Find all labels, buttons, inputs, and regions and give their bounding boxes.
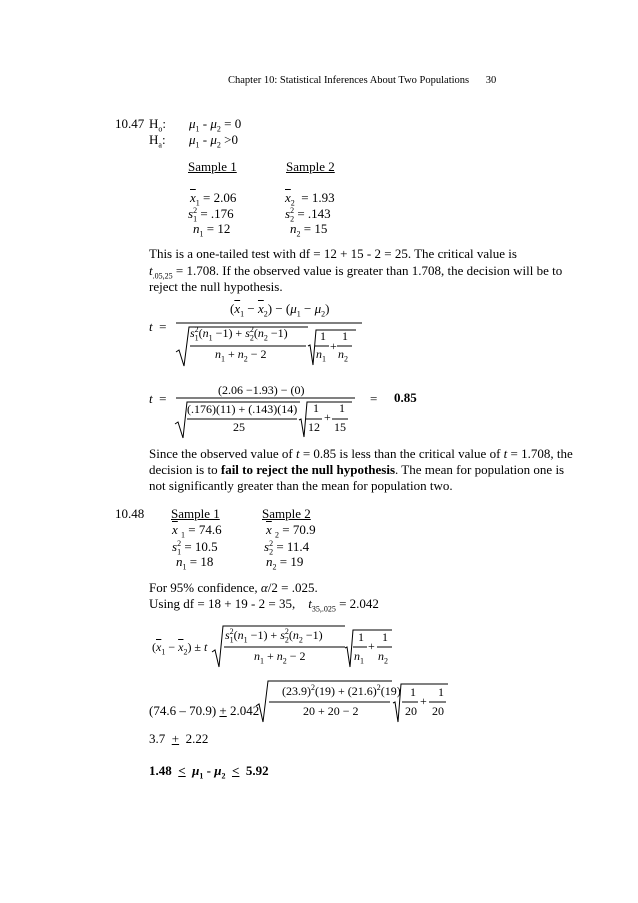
t-calc-pooled-numerator: (.176)(11) + (.143)(14) — [187, 402, 298, 416]
paragraph-1-line-3: reject the null hypothesis. — [149, 279, 283, 294]
confidence-line-1: For 95% confidence, α/2 = .025. — [149, 580, 318, 595]
sample1-mean: $\overline{x}_1 = 2.06$ — [190, 190, 237, 208]
ci-formula-plus: + — [368, 639, 375, 653]
ci-calc-frac1-top: 1 — [410, 685, 416, 699]
ci-formula-lhs: $(\overline{x}_1 - \overline{x}_2) \pm t$ — [152, 640, 208, 657]
t-calc-lhs: t = — [149, 391, 167, 406]
ci-formula-radical-2 — [345, 630, 392, 667]
ha-label: $H_a$: — [149, 132, 166, 150]
sample1-mean-1048: $\overline{x}$ $_1$ = 74.6 — [172, 522, 222, 540]
sample1-variance: $s_1^2 = .176$ — [188, 205, 234, 224]
ci-calc-frac2-bottom: 20 — [432, 704, 444, 718]
chapter-title: Chapter 10: Statistical Inferences About Two Populations — [228, 75, 470, 86]
ci-formula-pooled-denominator: $n_1 + n_2 - 2$ — [254, 649, 306, 666]
t-formula-frac1-top: 1 — [320, 329, 326, 343]
sample1-variance-1048: $s_1^2 = 10.5$ — [172, 538, 218, 557]
h0-label: $H_o$: — [149, 116, 167, 134]
t-formula-frac1-bottom: $n_1$ — [316, 347, 326, 364]
t-formula-pooled-denominator: $n_1 + n_2 - 2$ — [215, 347, 267, 364]
confidence-line-2: Using df = 18 + 19 - 2 = 35, $t_{35,.025} = 2.042$ — [149, 596, 379, 614]
h0-expression: $\mu_1 - \mu_2 = 0$ — [189, 116, 242, 134]
problem-number-1048: 10.48 — [115, 506, 145, 521]
ha-expression: $\mu_1 - \mu_2 >0$ — [189, 132, 238, 150]
t-calc-frac1-bottom: 12 — [308, 420, 320, 434]
ci-calc-frac2-top: 1 — [438, 685, 444, 699]
ci-calc-radical-2 — [393, 684, 448, 722]
paragraph-1-line-2: $t_{.05,25} = 1.708$. If the observed value is greater than 1.708, the decision will be to — [149, 263, 563, 281]
t-formula-numerator: $(\overline{x}_1 - \overline{x}_2) - (\mu_1 - \mu_2)$ — [230, 301, 330, 319]
t-formula-frac2-top: 1 — [342, 329, 348, 343]
paragraph-2-line-2: decision is to fail to reject the null hypothesis. The mean for population one is — [149, 462, 565, 477]
problem-number-1047: 10.47 — [115, 116, 145, 131]
sample1-size-1048: $n_1 = 18$ — [176, 554, 214, 572]
ci-formula-pooled-numerator: $s_1^2(n_1 -1) + s_2^2(n_2 -1)$ — [225, 627, 323, 645]
t-calc-frac1-top: 1 — [313, 401, 319, 415]
t-calc-frac2-bottom: 15 — [334, 420, 346, 434]
ci-formula-frac2-bottom: $n_2$ — [378, 649, 388, 666]
sample2-mean-1048: $\overline{x}$ $_2$ = 70.9 — [266, 522, 316, 540]
paragraph-1-line-1: This is a one-tailed test with df = 12 + 15 - 2 = 25. The critical value is — [149, 246, 517, 261]
t-formula-plus: + — [330, 339, 337, 353]
ci-calc-denominator: 20 + 20 − 2 — [303, 704, 359, 718]
sample2-size: $n_2 = 15$ — [290, 221, 328, 239]
t-formula-lhs: t = — [149, 319, 167, 334]
ci-calc-frac1-bottom: 20 — [405, 704, 417, 718]
ci-formula-frac1-top: 1 — [358, 630, 364, 644]
sample2-heading-1048: Sample 2 — [262, 506, 311, 521]
t-calc-radical-1 — [175, 402, 300, 438]
sample2-variance: $s_2^2 = .143$ — [285, 205, 331, 224]
t-calc-pooled-denominator: 25 — [233, 420, 245, 434]
page-number: 30 — [485, 75, 497, 86]
t-calc-plus: + — [324, 410, 331, 424]
t-calc-result: 0.85 — [394, 390, 417, 405]
ci-calc-lhs: (74.6 – 70.9) + 2.042 — [149, 703, 260, 718]
sample2-mean: $\overline{x}_2 = 1.93$ — [285, 190, 335, 208]
sample2-variance-1048: $s_2^2 = 11.4$ — [264, 538, 310, 557]
sample2-size-1048: $n_2 = 19$ — [266, 554, 304, 572]
t-calc-equals: = — [370, 391, 378, 406]
ci-formula-frac1-bottom: $n_1$ — [354, 649, 364, 666]
ci-calc-plus: + — [420, 694, 427, 708]
t-calc-numerator: (2.06 −1.93) − (0) — [218, 383, 305, 397]
paragraph-2-line-1: Since the observed value of t = 0.85 is less than the critical value of t = 1.708, the — [149, 446, 573, 461]
ci-calc-numerator: $(23.9)^2(19) + (21.6)^2(19)$ — [282, 683, 401, 698]
t-formula-frac2-bottom: $n_2$ — [338, 347, 348, 364]
ci-final: $1.48 < \mu_1 - \mu_2 < 5.92$ — [149, 763, 269, 781]
t-formula-radical-2 — [308, 330, 356, 365]
paragraph-2-line-3: not significantly greater than the mean for population two. — [149, 478, 453, 493]
sample1-heading-1048: Sample 1 — [171, 506, 220, 521]
ci-formula-frac2-top: 1 — [382, 630, 388, 644]
sample1-heading: Sample 1 — [188, 159, 237, 174]
sample2-heading: Sample 2 — [286, 159, 335, 174]
decision-text: fail to reject the null hypothesis — [220, 462, 396, 477]
t-calc-frac2-top: 1 — [339, 401, 345, 415]
t-formula-pooled-numerator: $s_1^2(n_1 -1) + s_2^2(n_2 -1)$ — [190, 325, 288, 343]
sample1-size: $n_1 = 12$ — [193, 221, 231, 239]
ci-result: 3.7 + 2.22 — [149, 731, 209, 746]
